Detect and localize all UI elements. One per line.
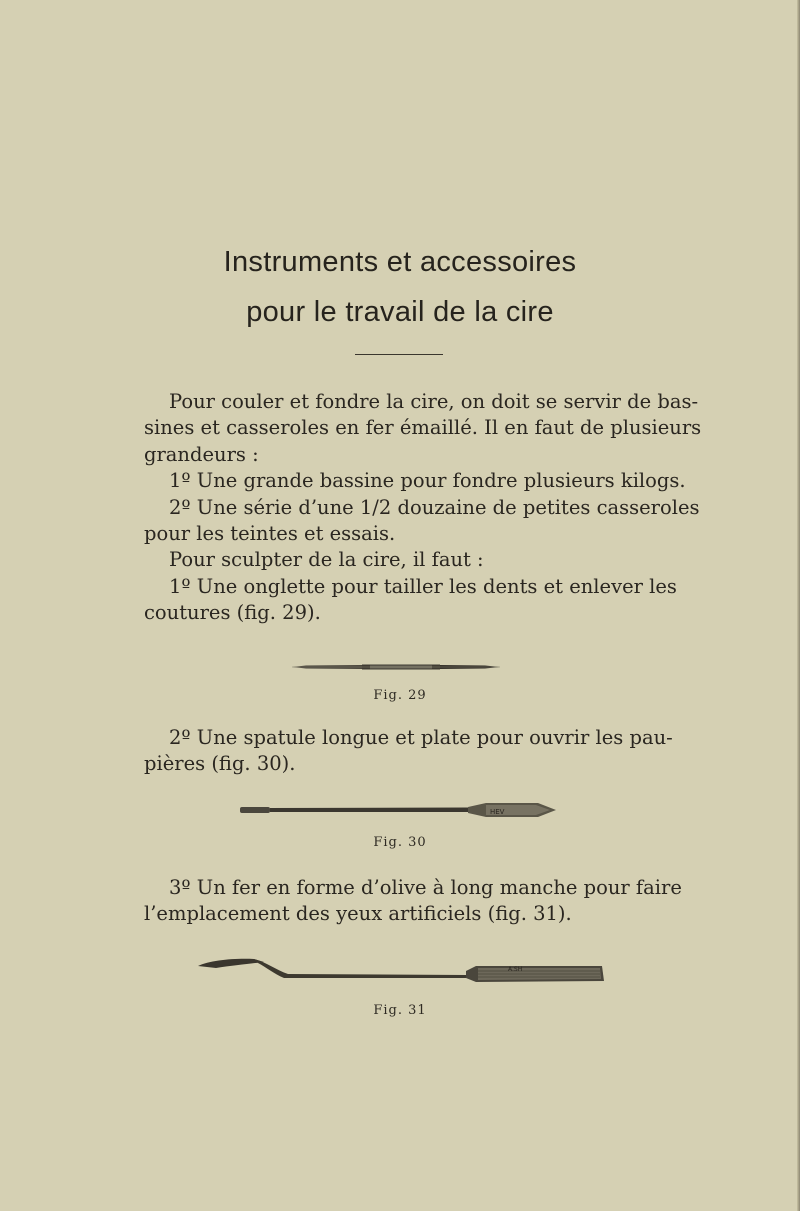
- sculpt-item-1-line-2: coutures (fig. 29).: [144, 601, 321, 625]
- fig-29-caption: Fig. 29: [373, 688, 427, 703]
- fig-30-stamp: HEV: [490, 808, 505, 816]
- list-item-1: 1º Une grande bassine pour fondre plusieurs kilogs.: [169, 469, 686, 493]
- sculpt-item-3-line-2: l’emplacement des yeux artificiels (fig. 31).: [144, 902, 572, 926]
- spatula-paragraph: [144, 725, 673, 778]
- list-item-2-line-1: 2º Une série d’une 1/2 douzaine de petites casseroles: [169, 495, 700, 519]
- list-item-2-line-2: pour les teintes et essais.: [144, 521, 396, 545]
- title-divider: [355, 354, 443, 355]
- text-line: grandeurs :: [144, 442, 259, 466]
- fig-29-onglette-illustration: [290, 660, 515, 674]
- intro-paragraph: [144, 389, 702, 627]
- fig-30-caption: Fig. 30: [373, 835, 427, 850]
- fig-30-spatula-illustration: [238, 801, 560, 821]
- sculpt-intro: Pour sculpter de la cire, il faut :: [169, 548, 484, 572]
- fig-31-stamp: A.SH: [508, 966, 523, 973]
- page-title-line-1: Instruments et accessoires: [223, 246, 577, 278]
- fig-31-caption: Fig. 31: [373, 1003, 427, 1018]
- sculpt-item-2-line-2: pières (fig. 30).: [144, 752, 296, 776]
- page-title-line-2: pour le travail de la cire: [246, 296, 554, 328]
- sculpt-item-3-line-1: 3º Un fer en forme d’olive à long manche pour faire: [169, 876, 682, 899]
- text-line: sines et casseroles en fer émaillé. Il en faut de plusieurs: [144, 416, 702, 440]
- fig-31-olive-iron-illustration: [196, 954, 606, 986]
- text-line: Pour couler et fondre la cire, on doit se servir de bas-: [169, 390, 699, 413]
- sculpt-item-1-line-1: 1º Une onglette pour tailler les dents et enlever les: [169, 574, 677, 598]
- olive-iron-paragraph: [144, 875, 682, 928]
- sculpt-item-2-line-1: 2º Une spatule longue et plate pour ouvrir les pau-: [169, 726, 673, 749]
